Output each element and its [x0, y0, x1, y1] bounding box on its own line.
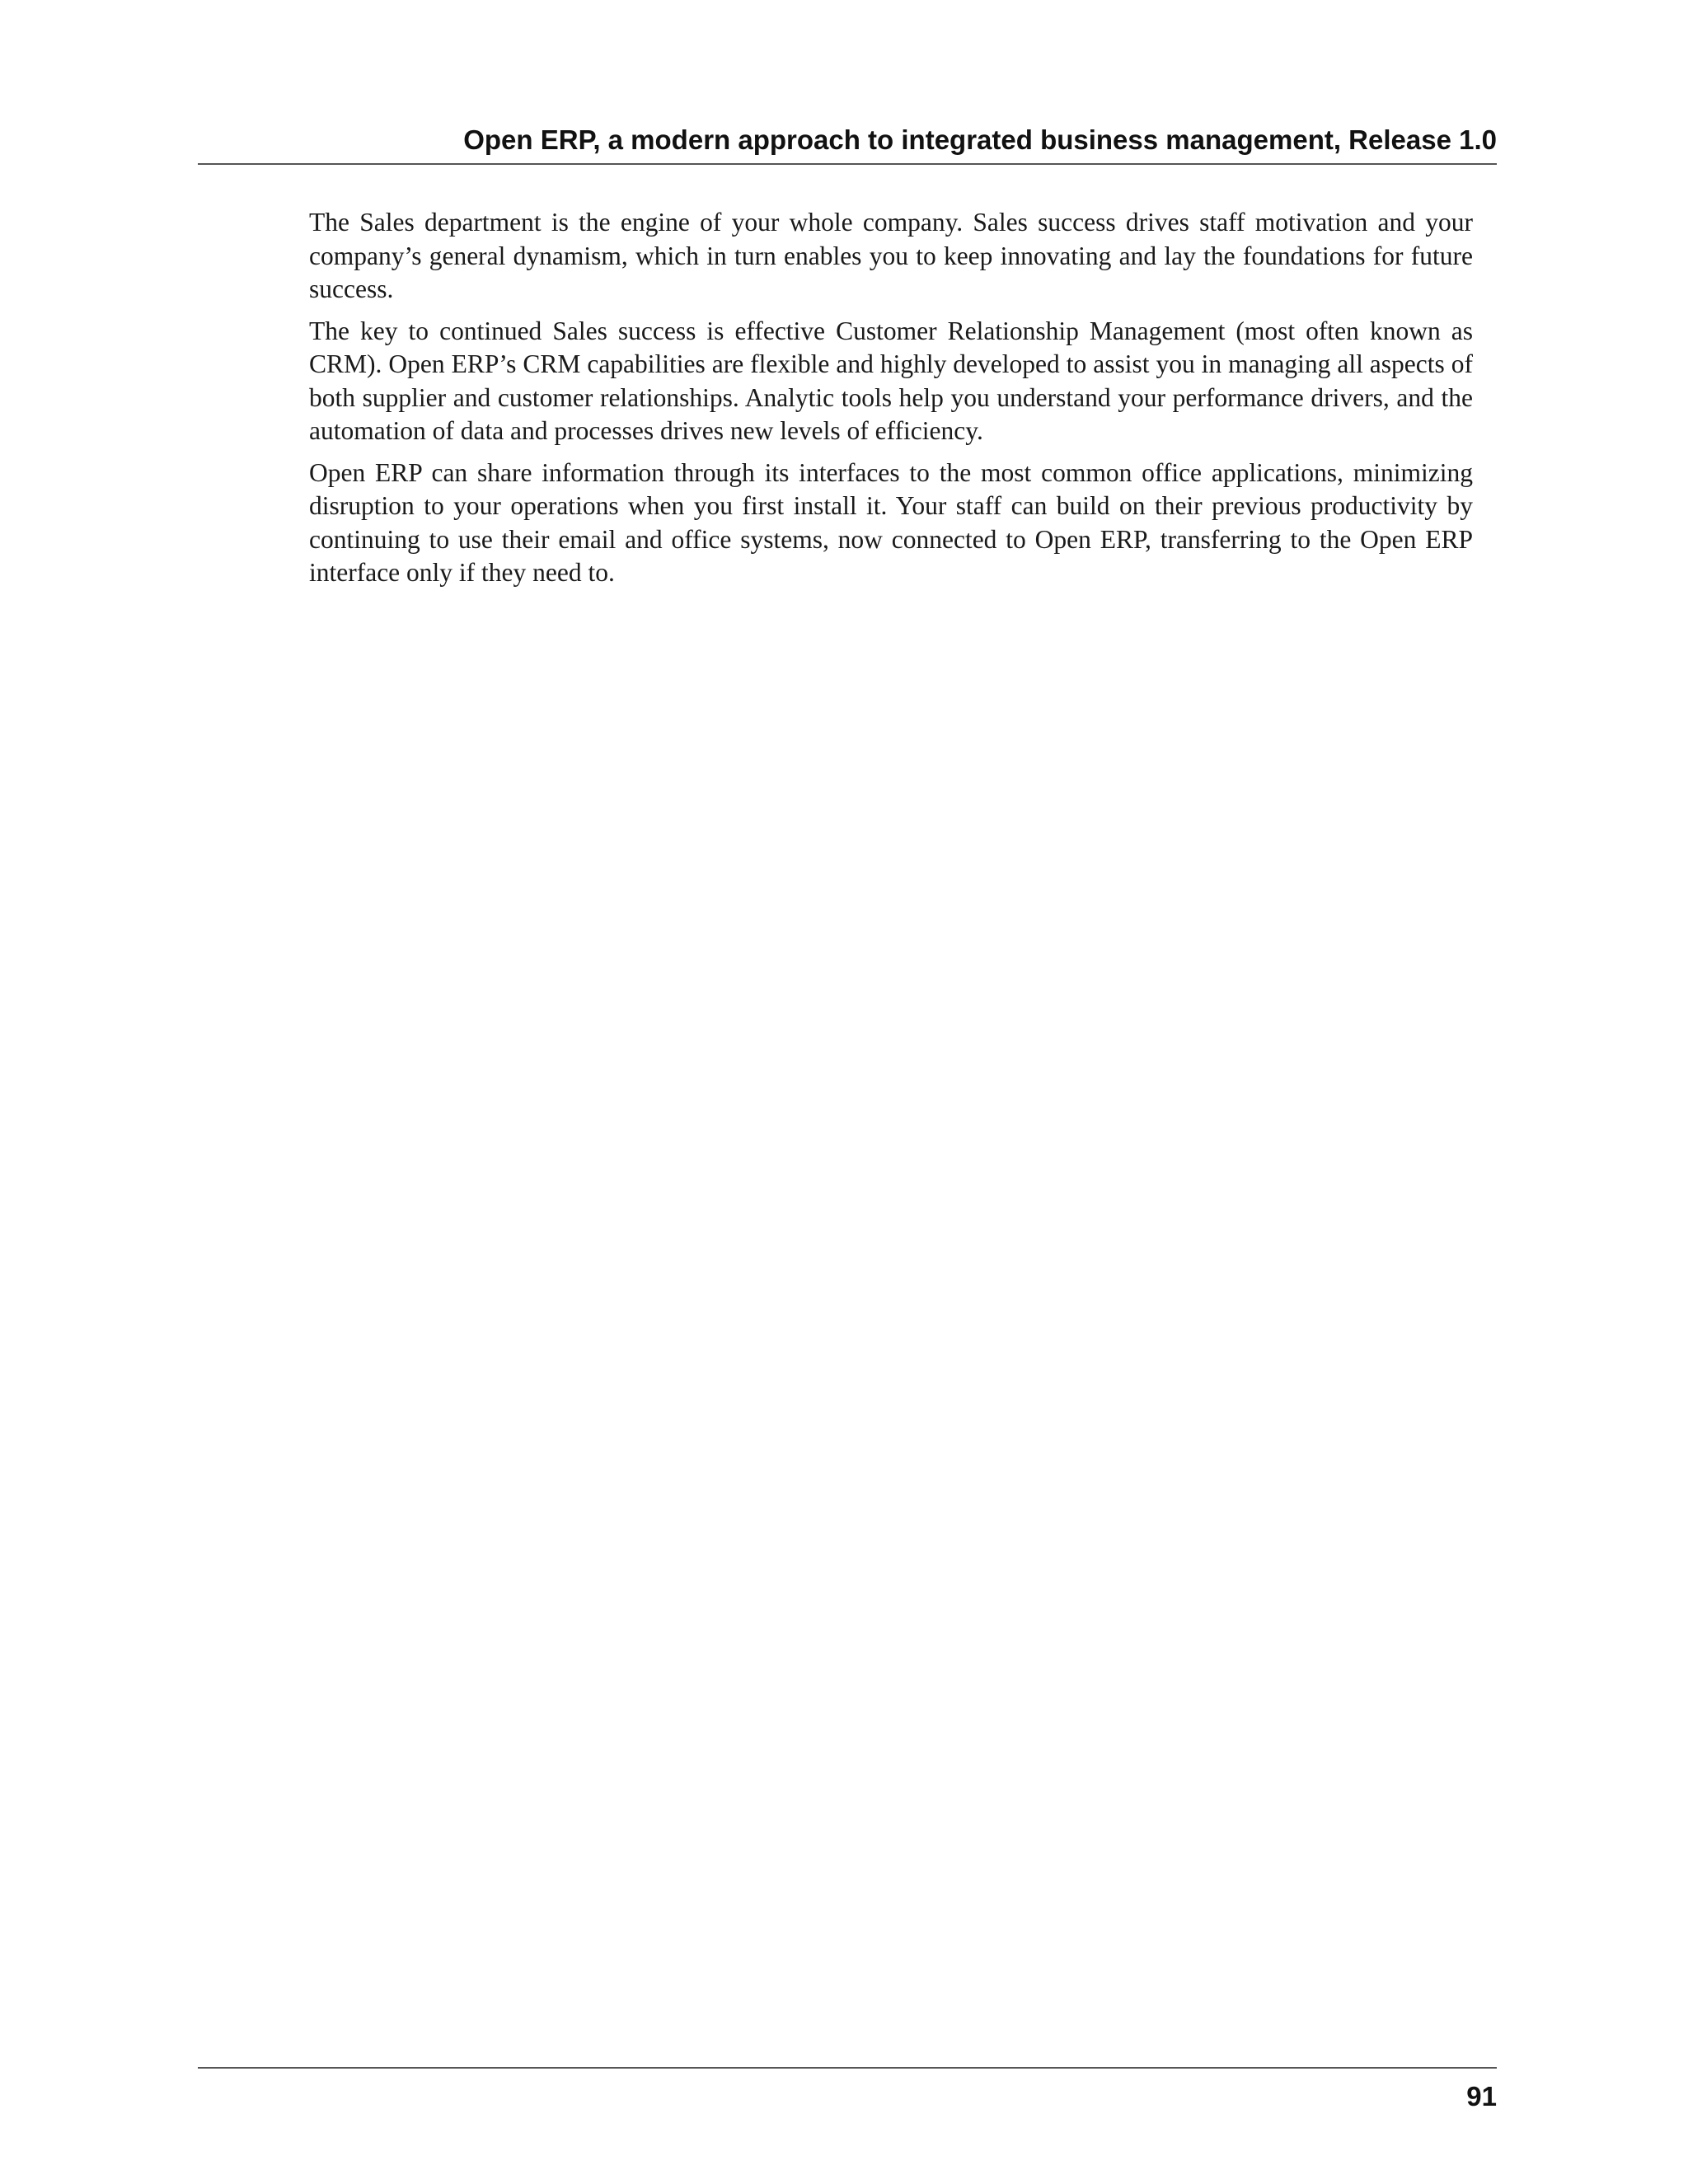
paragraph-office-integration: Open ERP can share information through its interfaces to the most common office applications, minimizing disruption to your operations when you first install it. Your staff can build on their previous productivity by continuing to use their email and office systems, now connected to Open ERP, transferring to the Open ERP interface only if they need to. [309, 457, 1473, 587]
footer-rule [198, 2067, 1497, 2069]
header-rule [198, 163, 1497, 165]
running-header-title: Open ERP, a modern approach to integrated business management, Release 1.0 [463, 124, 1497, 155]
paragraph-sales-department: The Sales department is the engine of your whole company. Sales success drives staff motivation and your company’s general dynamism, which in turn enables you to keep innovating and lay the foundations for future success. [309, 208, 1473, 303]
paragraph-crm: The key to continued Sales success is effective Customer Relationship Management (most often known as CRM). Open ERP’s CRM capabilities are flexible and highly developed to assist you in managing all aspects of both supplier and customer relationships. Analytic tools help you understand your performance drivers, and the automation of data and processes drives new levels of efficiency. [309, 316, 1473, 445]
body-text [309, 206, 1473, 598]
page-number: 91 [1466, 2081, 1497, 2111]
